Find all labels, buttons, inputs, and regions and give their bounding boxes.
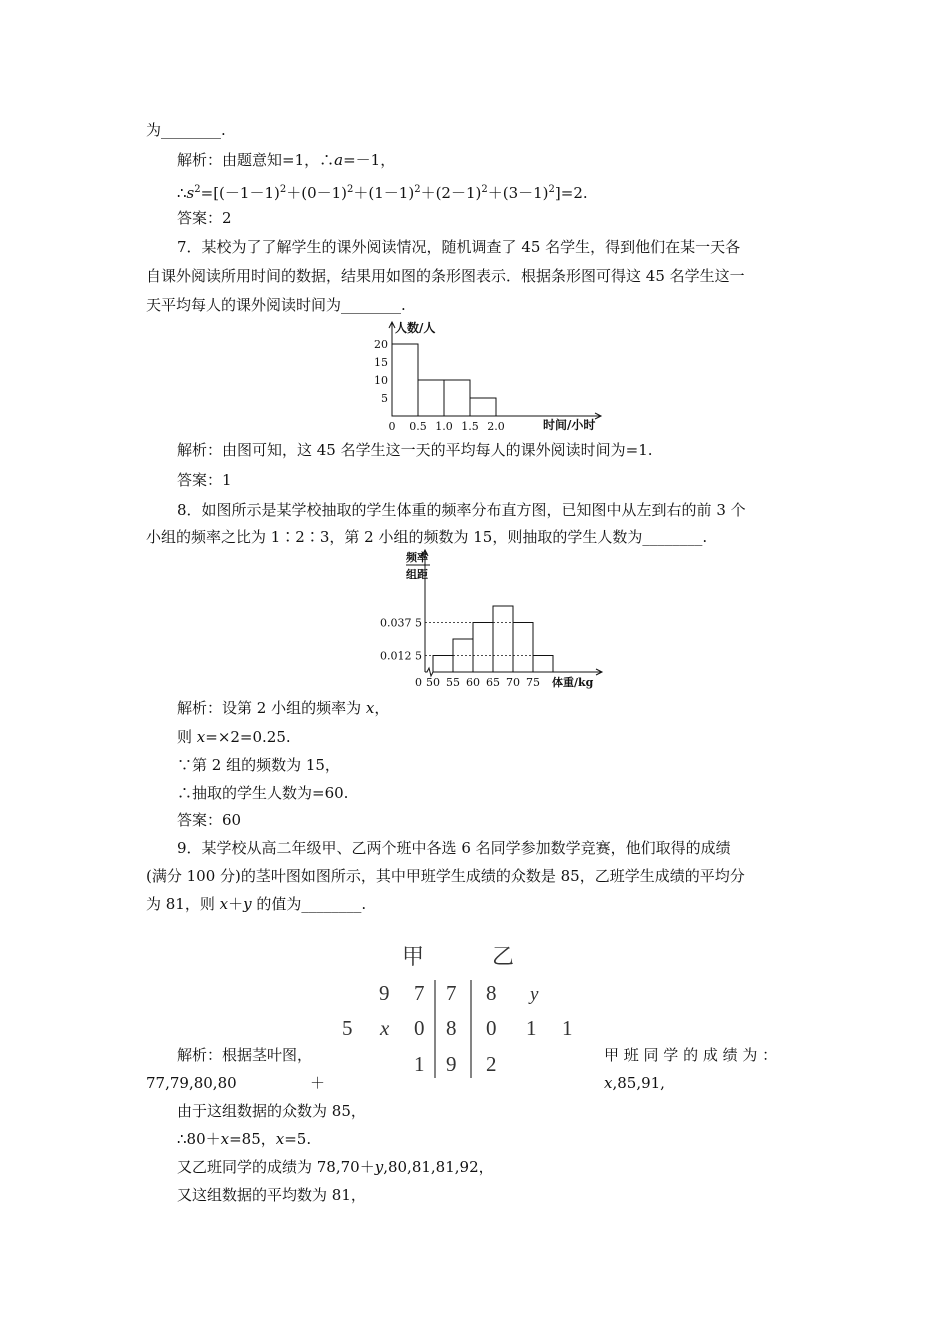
chart1-x-tick: 1.5 <box>461 420 479 433</box>
leaf-left: 1 <box>414 1052 425 1076</box>
chart1-x-tick: 1.0 <box>435 420 453 433</box>
leaf-right: 8 <box>486 981 497 1005</box>
leaf-right: 1 <box>526 1016 537 1040</box>
chart2-ylabel-bottom: 组距 <box>406 568 428 581</box>
reading-time-bar-chart <box>365 312 610 434</box>
chart1-xlabel: 时间/小时 <box>543 418 596 432</box>
chart2-y-tick: 0.037 5 <box>380 616 422 630</box>
chart2-y-tick: 0.012 5 <box>380 649 422 663</box>
leaf-left: 5 <box>342 1016 353 1040</box>
leaf-right: 2 <box>486 1052 497 1076</box>
q8-analysis-2: 则 x=×2=0.25. <box>177 728 291 746</box>
q8-answer: 答案：60 <box>177 811 242 829</box>
stem-header-yi: 乙 <box>492 944 515 969</box>
leaf-left: 0 <box>414 1016 425 1040</box>
q9-analysis-4: ∴80＋x=85，x=5. <box>177 1130 312 1148</box>
chart2-ylabel-top: 频率 <box>406 551 428 564</box>
chart2-x-tick: 55 <box>446 676 460 689</box>
q6-answer: 答案：2 <box>177 209 232 227</box>
q9-analysis-2-right: x,85,91, <box>604 1074 665 1092</box>
chart2-origin-label: 0 <box>415 676 422 689</box>
q9-text-3: 为 81，则 x＋y 的值为________. <box>146 895 367 913</box>
stem-header-jia: 甲 <box>402 944 425 969</box>
q7-text-3: 天平均每人的课外阅读时间为________. <box>146 296 406 314</box>
chart1-y-tick: 15 <box>374 356 388 369</box>
chart2-bar <box>433 656 453 673</box>
chart1-y-tick: 20 <box>374 338 388 351</box>
stem-value: 7 <box>446 981 457 1005</box>
q8-text-1: 8．如图所示是某学校抽取的学生体重的频率分布直方图，已知图中从左到右的前 3 个 <box>177 501 746 519</box>
chart2-xlabel: 体重/kg <box>552 676 594 689</box>
q9-analysis-1: 解析：根据茎叶图， <box>177 1046 313 1064</box>
stem-leaf-plot <box>330 938 590 1083</box>
q7-analysis: 解析：由图可知，这 45 名学生这一天的平均每人的课外阅读时间为=1. <box>177 441 653 459</box>
chart2-bar <box>533 656 553 673</box>
chart1-y-tick: 5 <box>381 392 388 405</box>
leaf-right: 0 <box>486 1016 497 1040</box>
chart1-bar <box>392 344 418 416</box>
q6-blank-line: 为________. <box>146 121 226 139</box>
leaf-right: y <box>530 984 539 1005</box>
leaf-left: 9 <box>379 981 390 1005</box>
chart2-x-tick: 60 <box>466 676 480 689</box>
leaf-left: x <box>380 1016 390 1040</box>
q9-analysis-2-plus: ＋ <box>310 1074 326 1092</box>
q9-text-1: 9．某学校从高二年级甲、乙两个班中各选 6 名同学参加数学竞赛，他们取得的成绩 <box>177 839 731 857</box>
weight-histogram <box>380 548 610 698</box>
chart1-bar <box>470 398 496 416</box>
chart1-x-tick: 2.0 <box>487 420 505 433</box>
chart2-bar <box>513 623 533 673</box>
chart1-x-tick: 0.5 <box>409 420 427 433</box>
chart2-x-tick: 70 <box>506 676 520 689</box>
q9-analysis-1-right: 甲 班 同 学 的 成 绩 为 ： <box>604 1046 778 1064</box>
q8-analysis-4: ∴抽取的学生人数为=60. <box>177 784 349 802</box>
chart1-x-tick: 0 <box>388 420 396 433</box>
q6-variance: $\therefore s^2=[(-1-1)^2+(0-1)^2+(1-1)^2+(2-1)^2+(3-1)^2]=2$. <box>177 184 588 202</box>
stem-value: 9 <box>446 1052 457 1076</box>
q9-analysis-3: 由于这组数据的众数为 85， <box>177 1102 366 1120</box>
q8-text-2: 小组的频率之比为 1∶2∶3，第 2 小组的频数为 15，则抽取的学生人数为________. <box>146 528 708 546</box>
chart1-ylabel: 人数/人 <box>395 321 436 335</box>
stem-value: 8 <box>446 1016 457 1040</box>
q9-text-2: (满分 100 分)的茎叶图如图所示，其中甲班学生成绩的众数是 85，乙班学生成绩的平均分 <box>146 867 745 885</box>
q6-analysis: 解析：由题意知=1，∴a=－1， <box>177 151 396 169</box>
leaf-left: 7 <box>414 981 425 1005</box>
q7-answer: 答案：1 <box>177 471 232 489</box>
q9-analysis-5: 又乙班同学的成绩为 78,70＋y,80,81,81,92， <box>177 1158 494 1176</box>
q9-analysis-6: 又这组数据的平均数为 81， <box>177 1186 366 1204</box>
chart2-bar <box>493 606 513 672</box>
q8-analysis-3: ∵第 2 组的频数为 15， <box>177 756 340 774</box>
q9-analysis-2: 77,79,80,80 <box>146 1074 237 1092</box>
chart2-bar <box>473 623 493 673</box>
q7-text-2: 自课外阅读所用时间的数据，结果用如图的条形图表示．根据条形图可得这 45 名学生这一 <box>146 267 745 285</box>
q7-text-1: 7．某校为了了解学生的课外阅读情况，随机调查了 45 名学生，得到他们在某一天各 <box>177 238 741 256</box>
chart2-x-tick: 50 <box>426 676 440 689</box>
chart2-x-tick: 75 <box>526 676 540 689</box>
chart1-y-tick: 10 <box>374 374 388 387</box>
leaf-right: 1 <box>562 1016 573 1040</box>
q8-analysis-1: 解析：设第 2 小组的频率为 x， <box>177 699 390 717</box>
chart1-bar <box>444 380 470 416</box>
chart1-bar <box>418 380 444 416</box>
chart2-axis-break <box>425 668 433 676</box>
chart2-x-tick: 65 <box>486 676 500 689</box>
